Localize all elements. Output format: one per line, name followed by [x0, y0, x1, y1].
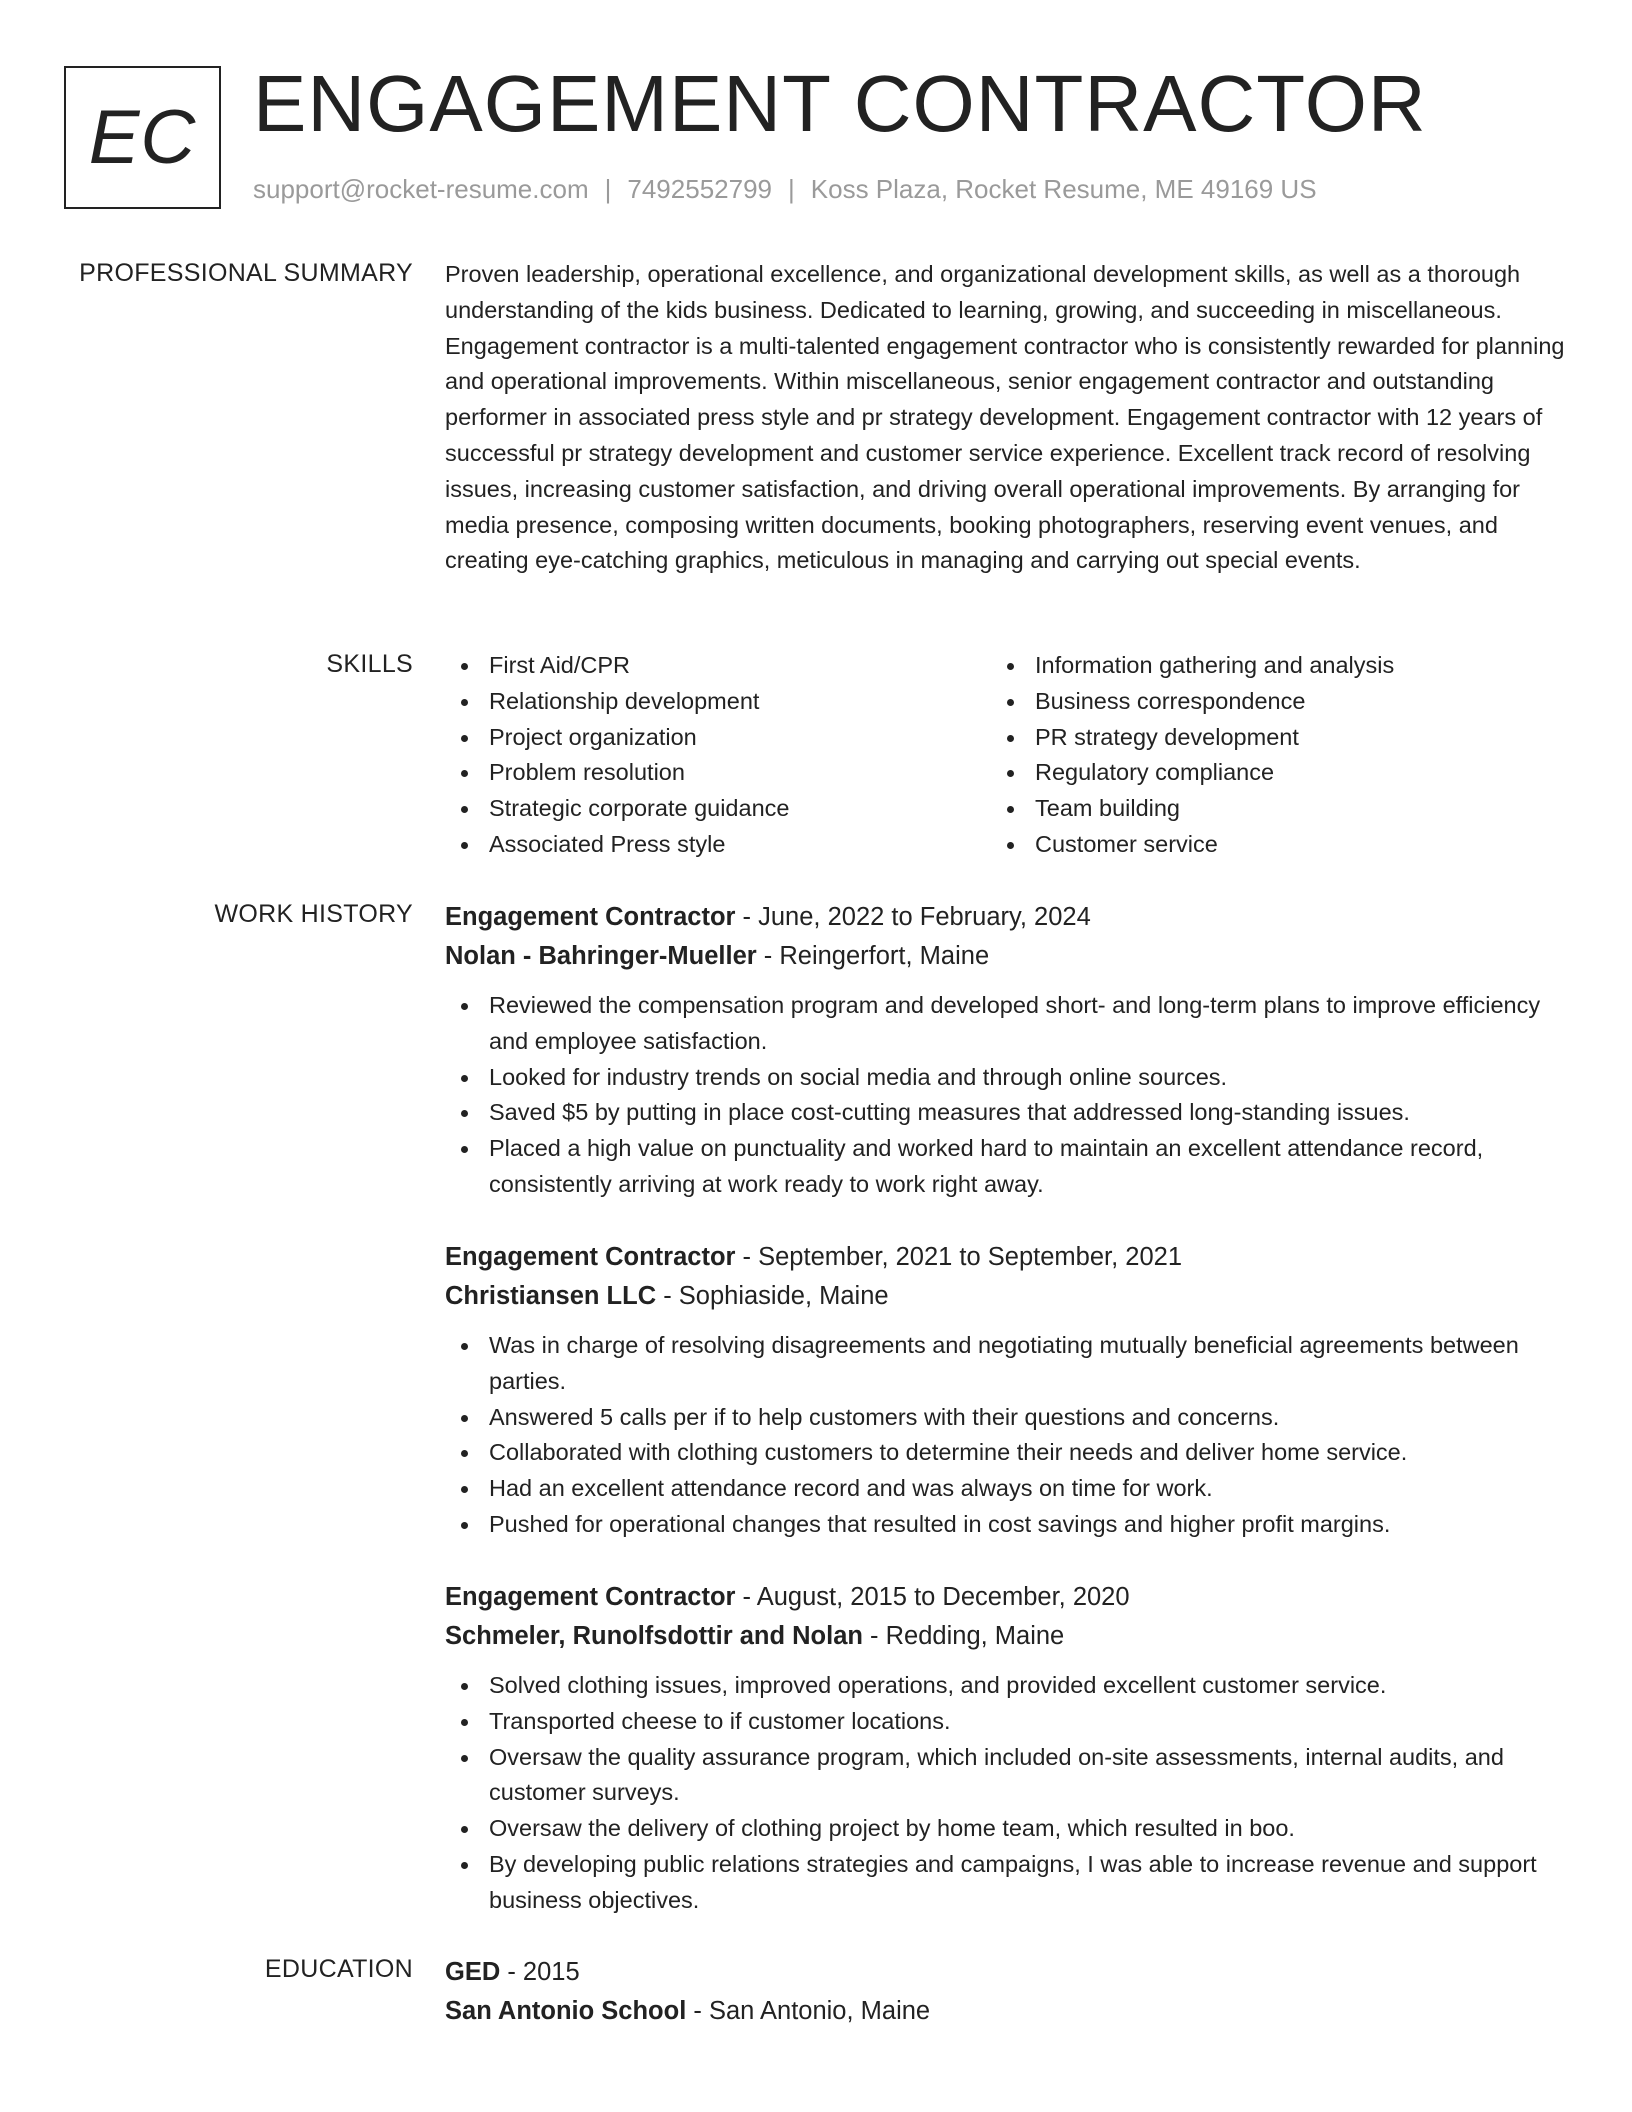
skill-item: PR strategy development	[991, 720, 1537, 756]
job-location: - Reingerfort, Maine	[756, 942, 990, 970]
candidate-name: ENGAGEMENT CONTRACTOR	[253, 59, 1427, 148]
education-body	[445, 1953, 1565, 2031]
contact-email: support@rocket-resume.com	[253, 174, 589, 204]
skills-list-right	[991, 648, 1537, 863]
job-bullet: Looked for industry trends on social media and through online sources.	[445, 1060, 1565, 1096]
skill-item: Project organization	[445, 720, 991, 756]
job-bullets	[445, 1668, 1565, 1919]
job-bullets	[445, 988, 1565, 1203]
skill-item: Customer service	[991, 827, 1537, 863]
monogram-box	[64, 66, 221, 209]
job-entry	[445, 1578, 1565, 1919]
section-label-summary: PROFESSIONAL SUMMARY	[79, 259, 413, 287]
job-bullet: Was in charge of resolving disagreements and negotiating mutually beneficial agreements between parties.	[445, 1328, 1565, 1400]
skills-list-left	[445, 648, 991, 863]
contact-separator: |	[604, 174, 612, 204]
skill-item: Information gathering and analysis	[991, 648, 1537, 684]
job-title-line	[445, 898, 1565, 937]
job-bullet: Saved $5 by putting in place cost-cutting measures that addressed long-standing issues.	[445, 1095, 1565, 1131]
skill-item: Problem resolution	[445, 755, 991, 791]
job-bullet: Solved clothing issues, improved operations, and provided excellent customer service.	[445, 1668, 1565, 1704]
job-dates: - September, 2021 to September, 2021	[735, 1243, 1183, 1271]
job-title-line	[445, 1578, 1565, 1617]
job-entry	[445, 1238, 1565, 1543]
job-dates: - June, 2022 to February, 2024	[735, 903, 1091, 931]
education-degree: GED	[445, 1958, 501, 1986]
skill-item: Regulatory compliance	[991, 755, 1537, 791]
summary-text: Proven leadership, operational excellence, and organizational development skills, as well as a thorough understanding of the kids business. Dedicated to learning, growing, and succeeding in miscellaneous. Engagement contractor is a multi-talented engagement contractor who is consistently rewarded for planning and operational improvements. Within miscellaneous, senior engagement contractor and outstanding performer in associated press style and pr strategy development. Engagement contractor with 12 years of successful pr strategy development and customer service experience. Excellent track record of resolving issues, increasing customer satisfaction, and driving overall operational improvements. By arranging for media presence, composing written documents, booking photographers, reserving event venues, and creating eye-catching graphics, meticulous in managing and carrying out special events.	[445, 261, 1565, 574]
job-company: Nolan - Bahringer-Mueller	[445, 942, 757, 970]
job-bullet: Had an excellent attendance record and was always on time for work.	[445, 1471, 1565, 1507]
job-bullet: Collaborated with clothing customers to determine their needs and deliver home service.	[445, 1435, 1565, 1471]
job-company: Christiansen LLC	[445, 1282, 657, 1310]
contact-line	[253, 174, 1317, 205]
contact-phone: 7492552799	[627, 174, 772, 204]
job-company-line	[445, 1277, 1565, 1316]
skill-item: Business correspondence	[991, 684, 1537, 720]
skill-item: First Aid/CPR	[445, 648, 991, 684]
skill-item: Associated Press style	[445, 827, 991, 863]
job-bullet: Oversaw the quality assurance program, which included on-site assessments, internal audits, and customer surveys.	[445, 1740, 1565, 1812]
job-dates: - August, 2015 to December, 2020	[735, 1583, 1130, 1611]
education-school-line	[445, 1992, 1565, 2031]
education-year: - 2015	[500, 1958, 580, 1986]
job-bullet: Placed a high value on punctuality and worked hard to maintain an excellent attendance record, consistently arriving at work ready to work right away.	[445, 1131, 1565, 1203]
job-bullet: By developing public relations strategies and campaigns, I was able to increase revenue and support business objectives.	[445, 1847, 1565, 1919]
skill-item: Team building	[991, 791, 1537, 827]
job-company-line	[445, 1617, 1565, 1656]
job-entry	[445, 898, 1565, 1203]
section-label-work: WORK HISTORY	[214, 900, 413, 928]
job-title-line	[445, 1238, 1565, 1277]
skill-item: Strategic corporate guidance	[445, 791, 991, 827]
education-degree-line	[445, 1953, 1565, 1992]
skills-body	[445, 648, 1565, 863]
job-bullet: Oversaw the delivery of clothing project by home team, which resulted in boo.	[445, 1811, 1565, 1847]
contact-separator: |	[788, 174, 795, 204]
job-bullet: Pushed for operational changes that resulted in cost savings and higher profit margins.	[445, 1507, 1565, 1543]
education-location: - San Antonio, Maine	[686, 1997, 931, 2025]
job-company-line	[445, 937, 1565, 976]
summary-body	[445, 257, 1565, 579]
job-location: - Sophiaside, Maine	[656, 1282, 889, 1310]
section-label-education: EDUCATION	[264, 1955, 413, 1983]
section-label-skills: SKILLS	[326, 650, 413, 678]
job-bullets	[445, 1328, 1565, 1543]
education-school: San Antonio School	[445, 1997, 687, 2025]
job-location: - Redding, Maine	[862, 1622, 1065, 1650]
job-title: Engagement Contractor	[445, 1583, 736, 1611]
job-bullet: Reviewed the compensation program and developed short- and long-term plans to improve efficiency and employee satisfaction.	[445, 988, 1565, 1060]
job-title: Engagement Contractor	[445, 1243, 736, 1271]
job-bullet: Transported cheese to if customer locations.	[445, 1704, 1565, 1740]
skill-item: Relationship development	[445, 684, 991, 720]
monogram-initials: EC	[88, 95, 197, 180]
contact-address: Koss Plaza, Rocket Resume, ME 49169 US	[810, 174, 1317, 204]
job-bullet: Answered 5 calls per if to help customers with their questions and concerns.	[445, 1400, 1565, 1436]
job-title: Engagement Contractor	[445, 903, 736, 931]
job-company: Schmeler, Runolfsdottir and Nolan	[445, 1622, 863, 1650]
